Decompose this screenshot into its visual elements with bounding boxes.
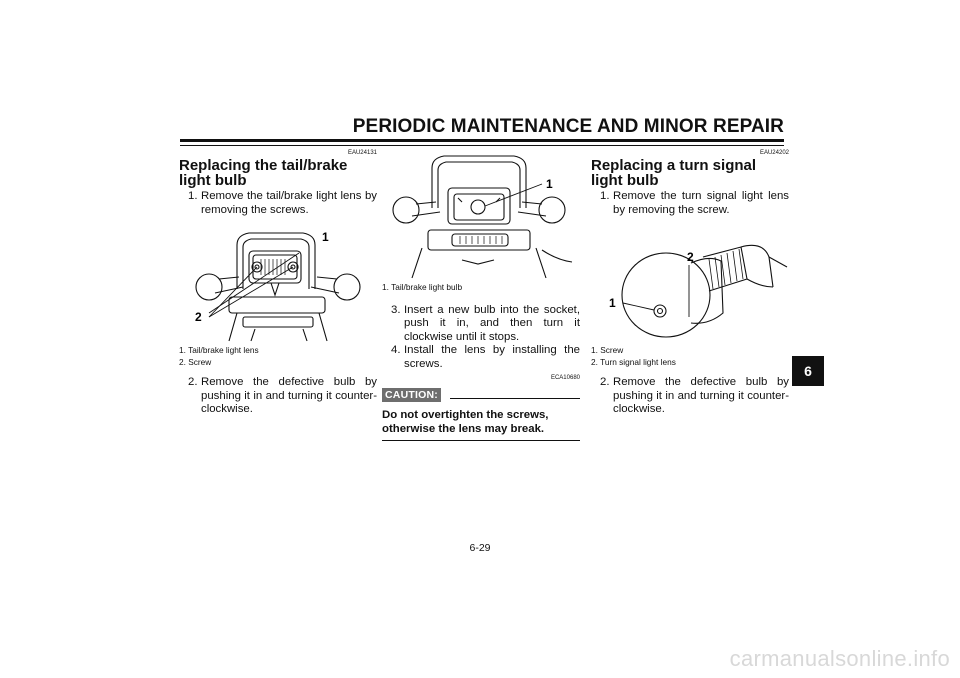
step-number: 3. bbox=[391, 303, 401, 316]
step-number: 2. bbox=[600, 376, 610, 388]
step-2 bbox=[591, 376, 789, 417]
step-number: 2. bbox=[188, 376, 198, 388]
caution-rule bbox=[450, 398, 580, 399]
page-number: 6-29 bbox=[469, 542, 491, 554]
caution-text: Do not overtighten the screws, otherwise the lens may break. bbox=[382, 409, 580, 441]
callout-1: 1 bbox=[322, 230, 329, 244]
step-4 bbox=[382, 344, 580, 371]
callout-1: 1 bbox=[546, 177, 553, 191]
tail-light-lens-figure bbox=[179, 217, 377, 345]
watermark: carmanualsonline.info bbox=[729, 646, 950, 671]
caution-label: CAUTION: bbox=[382, 388, 441, 402]
step-text: Install the lens by installing the screws. bbox=[404, 344, 580, 370]
section-heading: Replacing a turn signal light bulb bbox=[591, 157, 757, 189]
step-text: Remove the tail/brake light lens by removing the screws. bbox=[201, 190, 377, 216]
column-bulb bbox=[382, 150, 580, 441]
turn-signal-figure bbox=[591, 217, 789, 345]
step-number: 4. bbox=[391, 344, 401, 356]
figure-caption: 2. Screw bbox=[179, 356, 212, 367]
section-code: EAU24131 bbox=[347, 150, 377, 156]
section-heading: Replacing the tail/brake light bulb bbox=[179, 157, 348, 189]
step-text: Remove the turn signal light lens by removing the screw. bbox=[613, 190, 789, 216]
step-text: Remove the defective bulb by pushing it in and turning it counter-clockwise. bbox=[201, 376, 377, 415]
step-text: Insert a new bulb into the socket, push it in, and then turn it clockwise until it stops. bbox=[404, 303, 580, 343]
chapter-tab: 6 bbox=[792, 356, 824, 386]
column-turn-signal bbox=[591, 148, 789, 417]
figure-caption: 1. Tail/brake light lens bbox=[179, 345, 259, 355]
step-number: 1. bbox=[600, 190, 610, 202]
figure-caption: 1. Screw bbox=[591, 345, 624, 355]
step-3 bbox=[382, 304, 580, 345]
callout-1: 1 bbox=[609, 296, 616, 310]
step-1 bbox=[591, 190, 789, 217]
page-header-title: PERIODIC MAINTENANCE AND MINOR REPAIR bbox=[352, 116, 784, 137]
step-1 bbox=[179, 190, 377, 217]
step-number: 1. bbox=[188, 190, 198, 202]
step-text: Remove the defective bulb by pushing it in and turning it counter-clockwise. bbox=[613, 376, 789, 415]
caution-box bbox=[382, 385, 580, 441]
caution-code: ECA10680 bbox=[550, 375, 580, 381]
callout-2: 2 bbox=[687, 250, 694, 264]
step-2 bbox=[179, 376, 377, 417]
figure-caption: 2. Turn signal light lens bbox=[591, 356, 676, 367]
tail-light-bulb-figure bbox=[382, 150, 580, 282]
figure-caption: 1. Tail/brake light bulb bbox=[382, 282, 463, 292]
section-code: EAU24202 bbox=[759, 150, 789, 156]
callout-2: 2 bbox=[195, 310, 202, 324]
column-tail-light bbox=[179, 148, 377, 417]
header-rule bbox=[180, 139, 784, 146]
